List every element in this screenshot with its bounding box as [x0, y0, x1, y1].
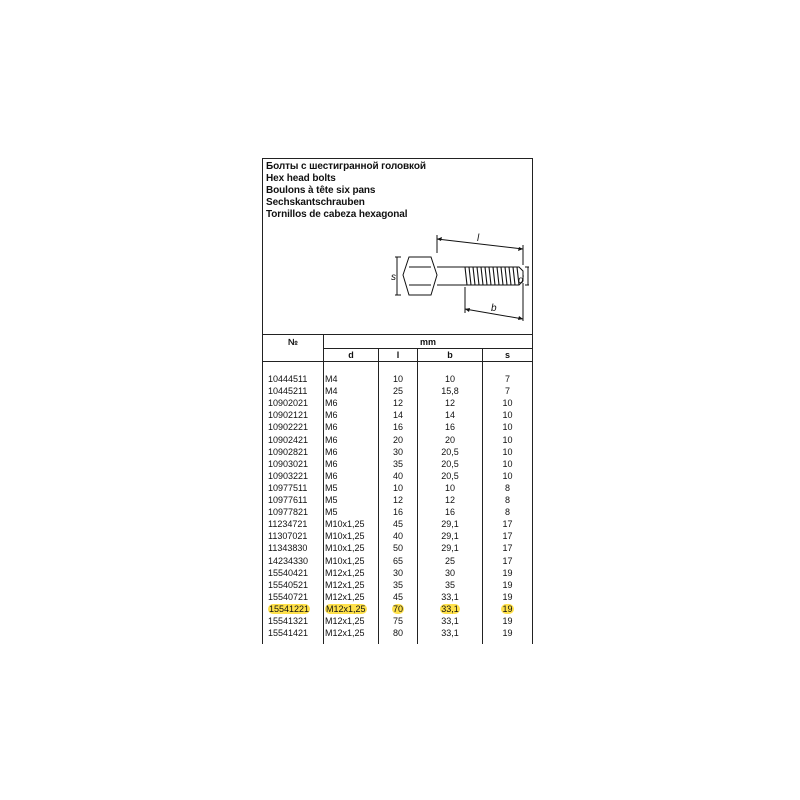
cell-s: 17 — [502, 519, 513, 530]
cell-no: 10902821 — [268, 446, 309, 457]
cell-s: 19 — [502, 628, 513, 639]
cell-b: 29,1 — [441, 519, 459, 530]
cell-l: 65 — [392, 555, 403, 566]
cell-l: 14 — [392, 410, 403, 421]
cell-b: 20,5 — [441, 446, 459, 457]
title-german: Sechskantschrauben — [266, 197, 365, 208]
cell-d: M12x1,25 — [325, 628, 365, 639]
cell-l: 40 — [392, 531, 403, 542]
cell-s: 19 — [502, 579, 513, 590]
table-row — [263, 470, 532, 482]
cell-d: M6 — [325, 446, 338, 457]
cell-b: 30 — [444, 567, 455, 578]
cell-l: 75 — [392, 616, 403, 626]
header-col-s: s — [504, 350, 510, 360]
cell-s: 10 — [502, 434, 513, 445]
cell-d: M6 — [325, 434, 338, 445]
header-col-d: d — [348, 350, 354, 360]
title-english: Hex head bolts — [266, 173, 336, 184]
cell-b: 20 — [444, 434, 455, 445]
cell-b: 29,1 — [441, 531, 459, 542]
cell-b: 33,1 — [441, 616, 459, 626]
cell-d: M4 — [325, 374, 338, 384]
dim-label-l: l — [477, 233, 480, 244]
cell-b: 33,1 — [441, 628, 459, 639]
title-french: Boulons à tête six pans — [266, 185, 376, 196]
cell-l: 45 — [392, 519, 403, 530]
cell-no: 10903021 — [268, 458, 309, 469]
title-spanish: Tornillos de cabeza hexagonal — [266, 209, 408, 220]
table-row — [263, 627, 532, 639]
table-row — [263, 530, 532, 542]
cell-no: 10445211 — [268, 386, 308, 397]
hex-bolt-spec-sheet — [262, 158, 533, 644]
highlight-mark: 19 — [502, 603, 513, 614]
cell-l: 12 — [392, 398, 403, 409]
cell-no: 10903221 — [268, 470, 309, 481]
table-row — [263, 591, 532, 603]
cell-l: 40 — [392, 470, 403, 481]
table-row — [263, 518, 532, 530]
title-block — [266, 161, 426, 221]
cell-d: M6 — [325, 398, 338, 409]
cell-l: 16 — [392, 422, 403, 433]
cell-d: M10x1,25 — [325, 543, 365, 554]
cell-d — [325, 603, 367, 615]
header-col-l: l — [396, 350, 400, 360]
cell-d: M12x1,25 — [325, 579, 365, 590]
cell-no: 10977511 — [268, 482, 308, 493]
highlight-mark: 15541221 — [269, 603, 310, 614]
cell-d: M4 — [325, 386, 338, 397]
header-mm: mm — [419, 337, 436, 347]
cell-b: 16 — [444, 507, 455, 518]
cell-l: 25 — [392, 386, 403, 397]
table-row — [263, 482, 532, 494]
cell-b: 12 — [444, 398, 455, 409]
cell-d: M6 — [325, 410, 338, 421]
cell-no: 10444511 — [268, 374, 308, 384]
cell-d: M10x1,25 — [325, 531, 365, 542]
cell-d: M12x1,25 — [325, 616, 365, 626]
header-inner-divider — [323, 348, 532, 349]
cell-b: 25 — [444, 555, 455, 566]
table-row — [263, 446, 532, 458]
cell-l: 80 — [392, 628, 403, 639]
cell-no: 10977821 — [268, 507, 309, 518]
cell-s: 7 — [504, 374, 510, 384]
cell-b: 29,1 — [441, 543, 459, 554]
cell-s: 10 — [502, 410, 513, 421]
cell-s: 8 — [504, 495, 510, 505]
cell-b: 14 — [444, 410, 455, 421]
cell-d: M6 — [325, 470, 338, 481]
cell-b: 33,1 — [441, 591, 459, 602]
table-row — [263, 409, 532, 421]
cell-s: 7 — [504, 386, 510, 397]
cell-s: 17 — [502, 555, 513, 566]
cell-d: M10x1,25 — [325, 519, 365, 530]
cell-l: 30 — [392, 567, 403, 578]
cell-no: 10902221 — [268, 422, 309, 433]
cell-b: 10 — [444, 482, 455, 493]
cell-b: 12 — [444, 495, 455, 505]
cell-l: 35 — [392, 458, 403, 469]
cell-l: 45 — [392, 591, 403, 602]
cell-l: 35 — [392, 579, 403, 590]
header-bottom-divider — [263, 361, 532, 362]
table-row — [263, 458, 532, 470]
cell-d: M10x1,25 — [325, 555, 365, 566]
cell-s: 17 — [502, 543, 513, 554]
cell-no: 15540521 — [268, 579, 309, 590]
cell-s — [484, 603, 531, 615]
cell-s: 19 — [502, 591, 513, 602]
cell-no: 11307021 — [268, 531, 308, 542]
cell-no: 15541421 — [268, 628, 309, 639]
cell-s: 17 — [502, 531, 513, 542]
cell-b: 16 — [444, 422, 455, 433]
cell-b: 15,8 — [441, 386, 459, 397]
highlight-mark: 70 — [392, 603, 403, 614]
table-row — [263, 373, 532, 385]
table-row — [263, 506, 532, 518]
table-row — [263, 567, 532, 579]
diagram-divider — [263, 334, 532, 335]
table-row — [263, 542, 532, 554]
cell-d: M5 — [325, 482, 338, 493]
cell-l: 50 — [392, 543, 403, 554]
dim-label-b: b — [491, 303, 497, 314]
table-row — [263, 494, 532, 506]
cell-d: M5 — [325, 507, 338, 518]
cell-s: 10 — [502, 446, 513, 457]
bolt-diagram — [391, 225, 531, 333]
table-row — [263, 397, 532, 409]
cell-no — [268, 603, 310, 615]
cell-s: 10 — [502, 422, 513, 433]
cell-s: 8 — [504, 507, 510, 518]
cell-s: 10 — [502, 458, 513, 469]
table-row — [263, 615, 532, 627]
bolt-head-shape — [403, 257, 437, 295]
cell-s: 10 — [502, 470, 513, 481]
cell-s: 19 — [502, 567, 513, 578]
table-row — [263, 421, 532, 433]
cell-l: 16 — [392, 507, 403, 518]
cell-d: M12x1,25 — [325, 567, 365, 578]
header-no: № — [287, 337, 299, 347]
table-row — [263, 434, 532, 446]
cell-d: M5 — [325, 495, 338, 505]
table-row — [263, 555, 532, 567]
cell-l: 30 — [392, 446, 403, 457]
cell-b: 35 — [444, 579, 455, 590]
cell-l: 20 — [392, 434, 403, 445]
table-row-highlighted — [263, 603, 532, 615]
cell-no: 15540421 — [268, 567, 309, 578]
cell-l: 10 — [392, 374, 403, 384]
cell-no: 15541321 — [268, 616, 309, 626]
cell-d: M6 — [325, 422, 338, 433]
cell-s: 19 — [502, 616, 513, 626]
highlight-mark: 33,1 — [441, 603, 459, 614]
highlight-mark: M12x1,25 — [326, 603, 366, 614]
cell-no: 10902021 — [268, 398, 309, 409]
cell-no: 10902421 — [268, 434, 309, 445]
cell-no: 11234721 — [268, 519, 308, 530]
cell-no: 10902121 — [268, 410, 309, 421]
cell-no: 11343830 — [268, 543, 308, 554]
dim-label-s: s — [391, 272, 396, 283]
cell-b: 20,5 — [441, 458, 459, 469]
cell-d: M6 — [325, 458, 338, 469]
dim-label-d: d — [518, 275, 524, 286]
table-row — [263, 385, 532, 397]
cell-b: 10 — [444, 374, 455, 384]
table-row — [263, 579, 532, 591]
header-col-b: b — [447, 350, 453, 360]
cell-no: 15540721 — [268, 591, 309, 602]
cell-l: 10 — [392, 482, 403, 493]
cell-l — [380, 603, 416, 615]
cell-b — [418, 603, 482, 615]
cell-s: 10 — [502, 398, 513, 409]
cell-l: 12 — [392, 495, 403, 505]
cell-d: M12x1,25 — [325, 591, 365, 602]
cell-s: 8 — [504, 482, 510, 493]
cell-b: 20,5 — [441, 470, 459, 481]
cell-no: 10977611 — [268, 495, 308, 505]
title-russian: Болты с шестигранной головкой — [266, 161, 426, 172]
cell-no: 14234330 — [268, 555, 309, 566]
